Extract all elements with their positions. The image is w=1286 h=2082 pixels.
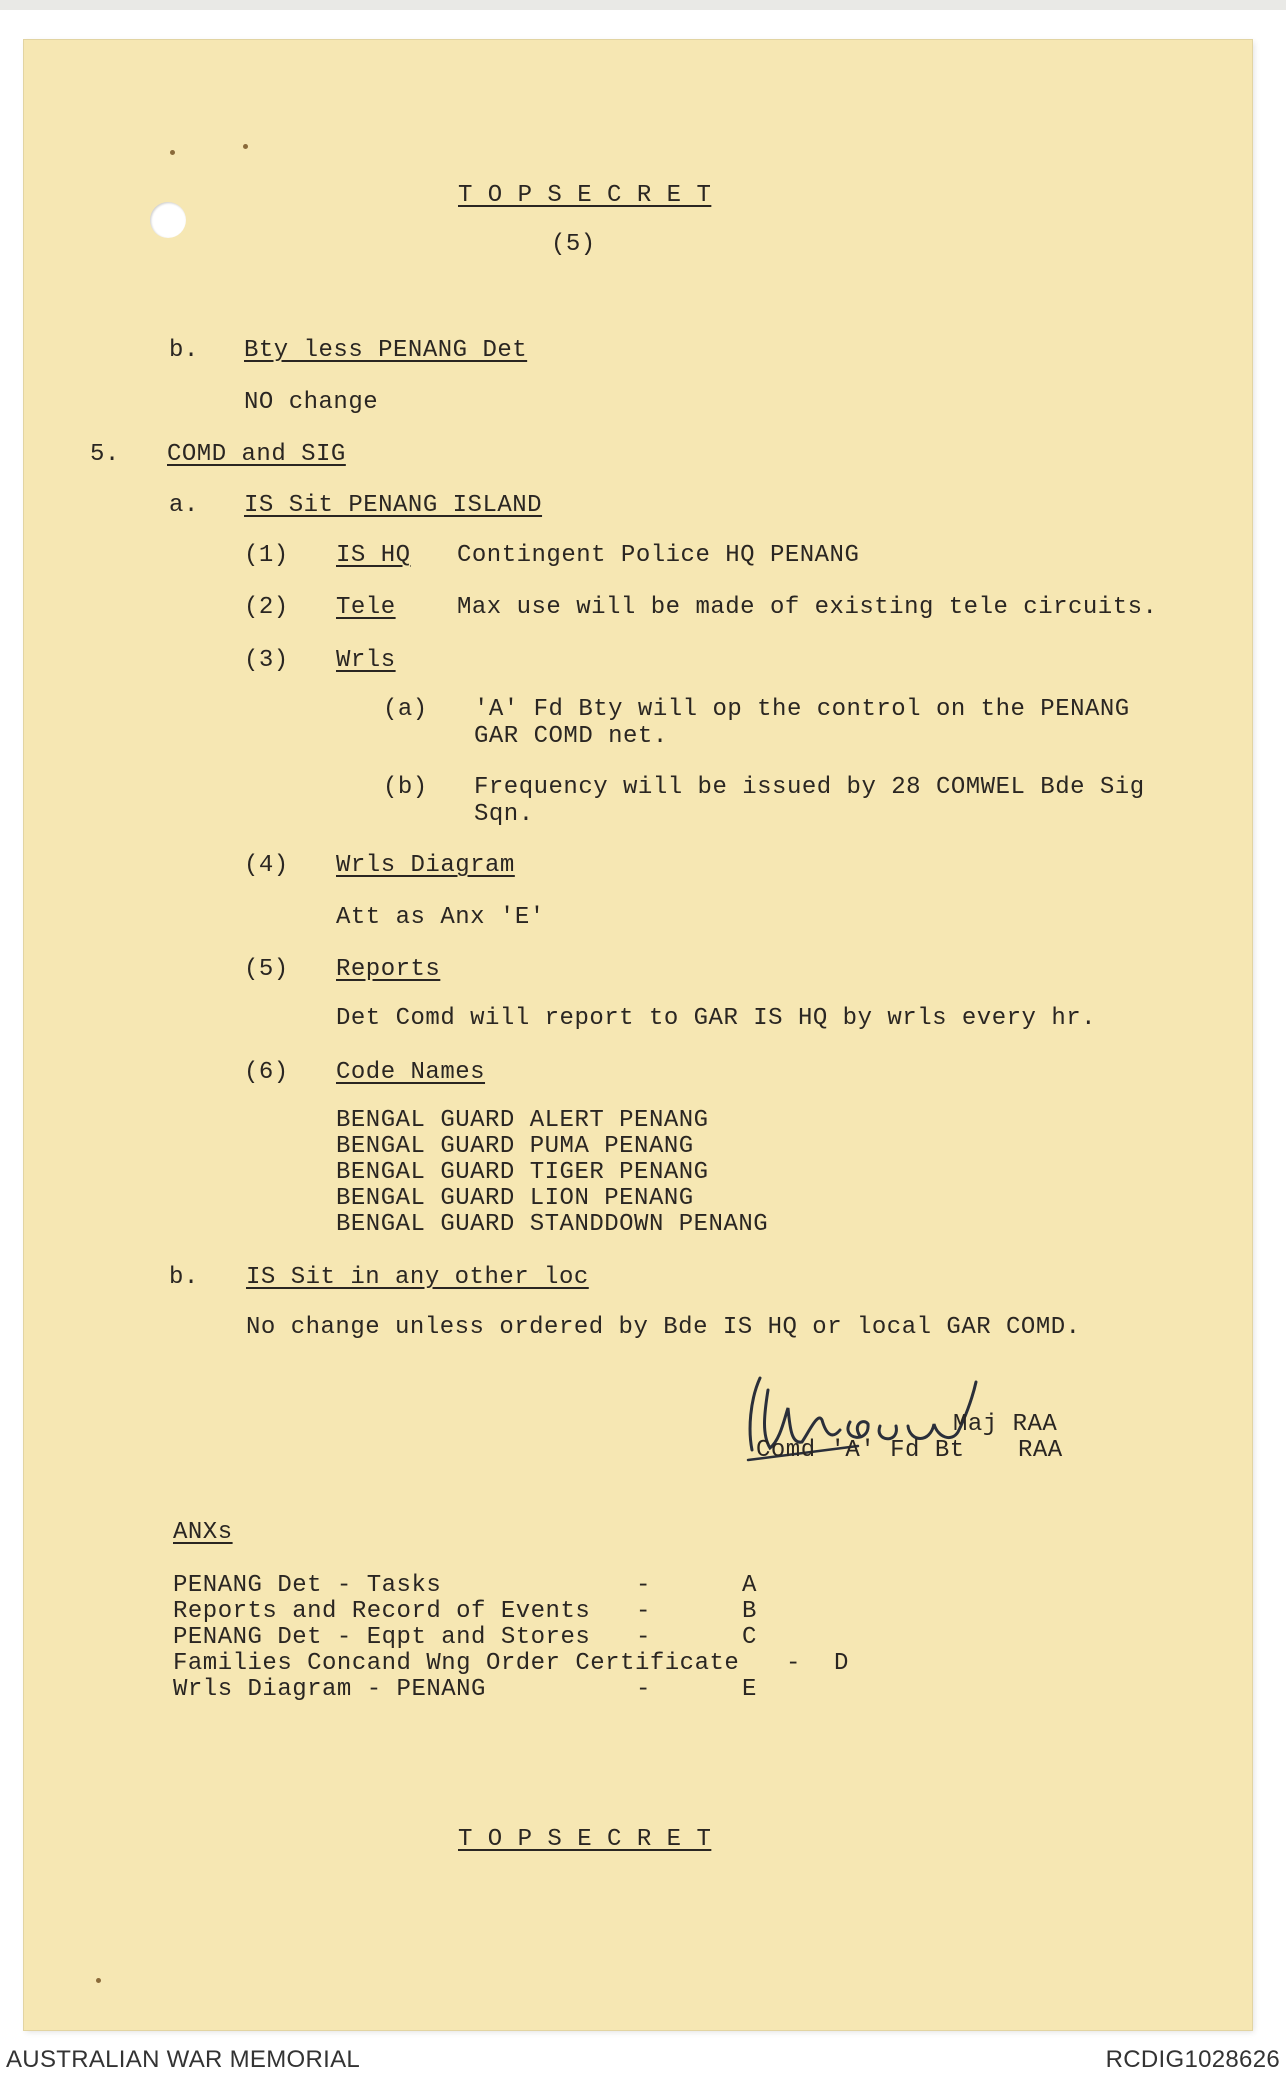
item-title: Tele <box>336 594 396 621</box>
annex-letter: A <box>742 1572 757 1599</box>
para-5a-title: IS Sit PENANG ISLAND <box>244 492 543 519</box>
item-text: Max use will be made of existing tele circuits. <box>457 594 1158 621</box>
sub-item-line: 'A' Fd Bty will op the control on the PENANG <box>474 696 1130 723</box>
classification-footer: T O P S E C R E T <box>458 1826 712 1853</box>
item-number: (3) <box>244 647 289 674</box>
para-b-text: NO change <box>244 389 379 416</box>
annex-letter: B <box>742 1598 757 1625</box>
item-number: (5) <box>244 956 289 983</box>
paper-mark <box>170 150 175 155</box>
annex-letter: E <box>742 1676 757 1703</box>
item-number: (4) <box>244 852 289 879</box>
top-edge-bar <box>0 0 1286 10</box>
sub-item-line: Frequency will be issued by 28 COMWEL Bde Sig <box>474 774 1145 801</box>
archive-reference: RCDIG1028626 <box>1105 2046 1280 2073</box>
annex-name: Wrls Diagram - PENANG <box>173 1676 486 1703</box>
punch-hole <box>150 202 186 238</box>
annex-dash: - <box>636 1598 651 1625</box>
para-5a-label: a. <box>169 492 199 519</box>
para-5b-title: IS Sit in any other loc <box>246 1264 589 1291</box>
para-5-title: COMD and SIG <box>167 441 346 468</box>
item-title: Wrls Diagram <box>336 852 515 879</box>
annex-name: Reports and Record of Events <box>173 1598 591 1625</box>
para-b-label: b. <box>169 337 199 364</box>
annex-name: Families Concand Wng Order Certificate <box>173 1650 740 1677</box>
annex-name: PENANG Det - Eqpt and Stores <box>173 1624 591 1651</box>
annex-dash: - <box>636 1624 651 1651</box>
code-name: BENGAL GUARD PUMA PENANG <box>336 1133 694 1160</box>
item-number: (1) <box>244 542 289 569</box>
sub-item-line: Sqn. <box>474 801 534 828</box>
code-name: BENGAL GUARD ALERT PENANG <box>336 1107 709 1134</box>
annex-letter: C <box>742 1624 757 1651</box>
annexes-title: ANXs <box>173 1519 233 1546</box>
annex-name: PENANG Det - Tasks <box>173 1572 442 1599</box>
item-text: Att as Anx 'E' <box>336 904 545 931</box>
item-number: (6) <box>244 1059 289 1086</box>
annex-dash: - <box>636 1572 651 1599</box>
annex-dash: - <box>636 1676 651 1703</box>
document-page <box>24 40 1252 2030</box>
code-name: BENGAL GUARD LION PENANG <box>336 1185 694 1212</box>
annex-dash: - <box>786 1650 801 1677</box>
item-title: IS HQ <box>336 542 411 569</box>
item-title: Reports <box>336 956 441 983</box>
code-name: BENGAL GUARD STANDDOWN PENANG <box>336 1211 769 1238</box>
para-5b-label: b. <box>169 1264 199 1291</box>
signature-unit: RAA <box>1018 1437 1063 1464</box>
sub-item-line: GAR COMD net. <box>474 723 668 750</box>
para-5b-text: No change unless ordered by Bde IS HQ or local GAR COMD. <box>246 1314 1081 1341</box>
para-b-title: Bty less PENANG Det <box>244 337 528 364</box>
archive-credit: AUSTRALIAN WAR MEMORIAL <box>6 2046 361 2073</box>
para-5-number: 5. <box>90 441 120 468</box>
item-number: (2) <box>244 594 289 621</box>
paper-mark <box>96 1978 101 1983</box>
signature-appointment: Comd 'A' Fd Bt <box>756 1437 965 1464</box>
page-number: (5) <box>551 231 596 258</box>
sub-item-label: (a) <box>383 696 428 723</box>
classification-header: T O P S E C R E T <box>458 182 712 209</box>
signature-rank: Maj RAA <box>953 1411 1058 1438</box>
item-text: Det Comd will report to GAR IS HQ by wrls every hr. <box>336 1005 1097 1032</box>
code-name: BENGAL GUARD TIGER PENANG <box>336 1159 709 1186</box>
item-title: Code Names <box>336 1059 486 1086</box>
item-title: Wrls <box>336 647 396 674</box>
item-text: Contingent Police HQ PENANG <box>457 542 860 569</box>
paper-mark <box>243 144 248 149</box>
annex-letter: D <box>834 1650 849 1677</box>
sub-item-label: (b) <box>383 774 428 801</box>
